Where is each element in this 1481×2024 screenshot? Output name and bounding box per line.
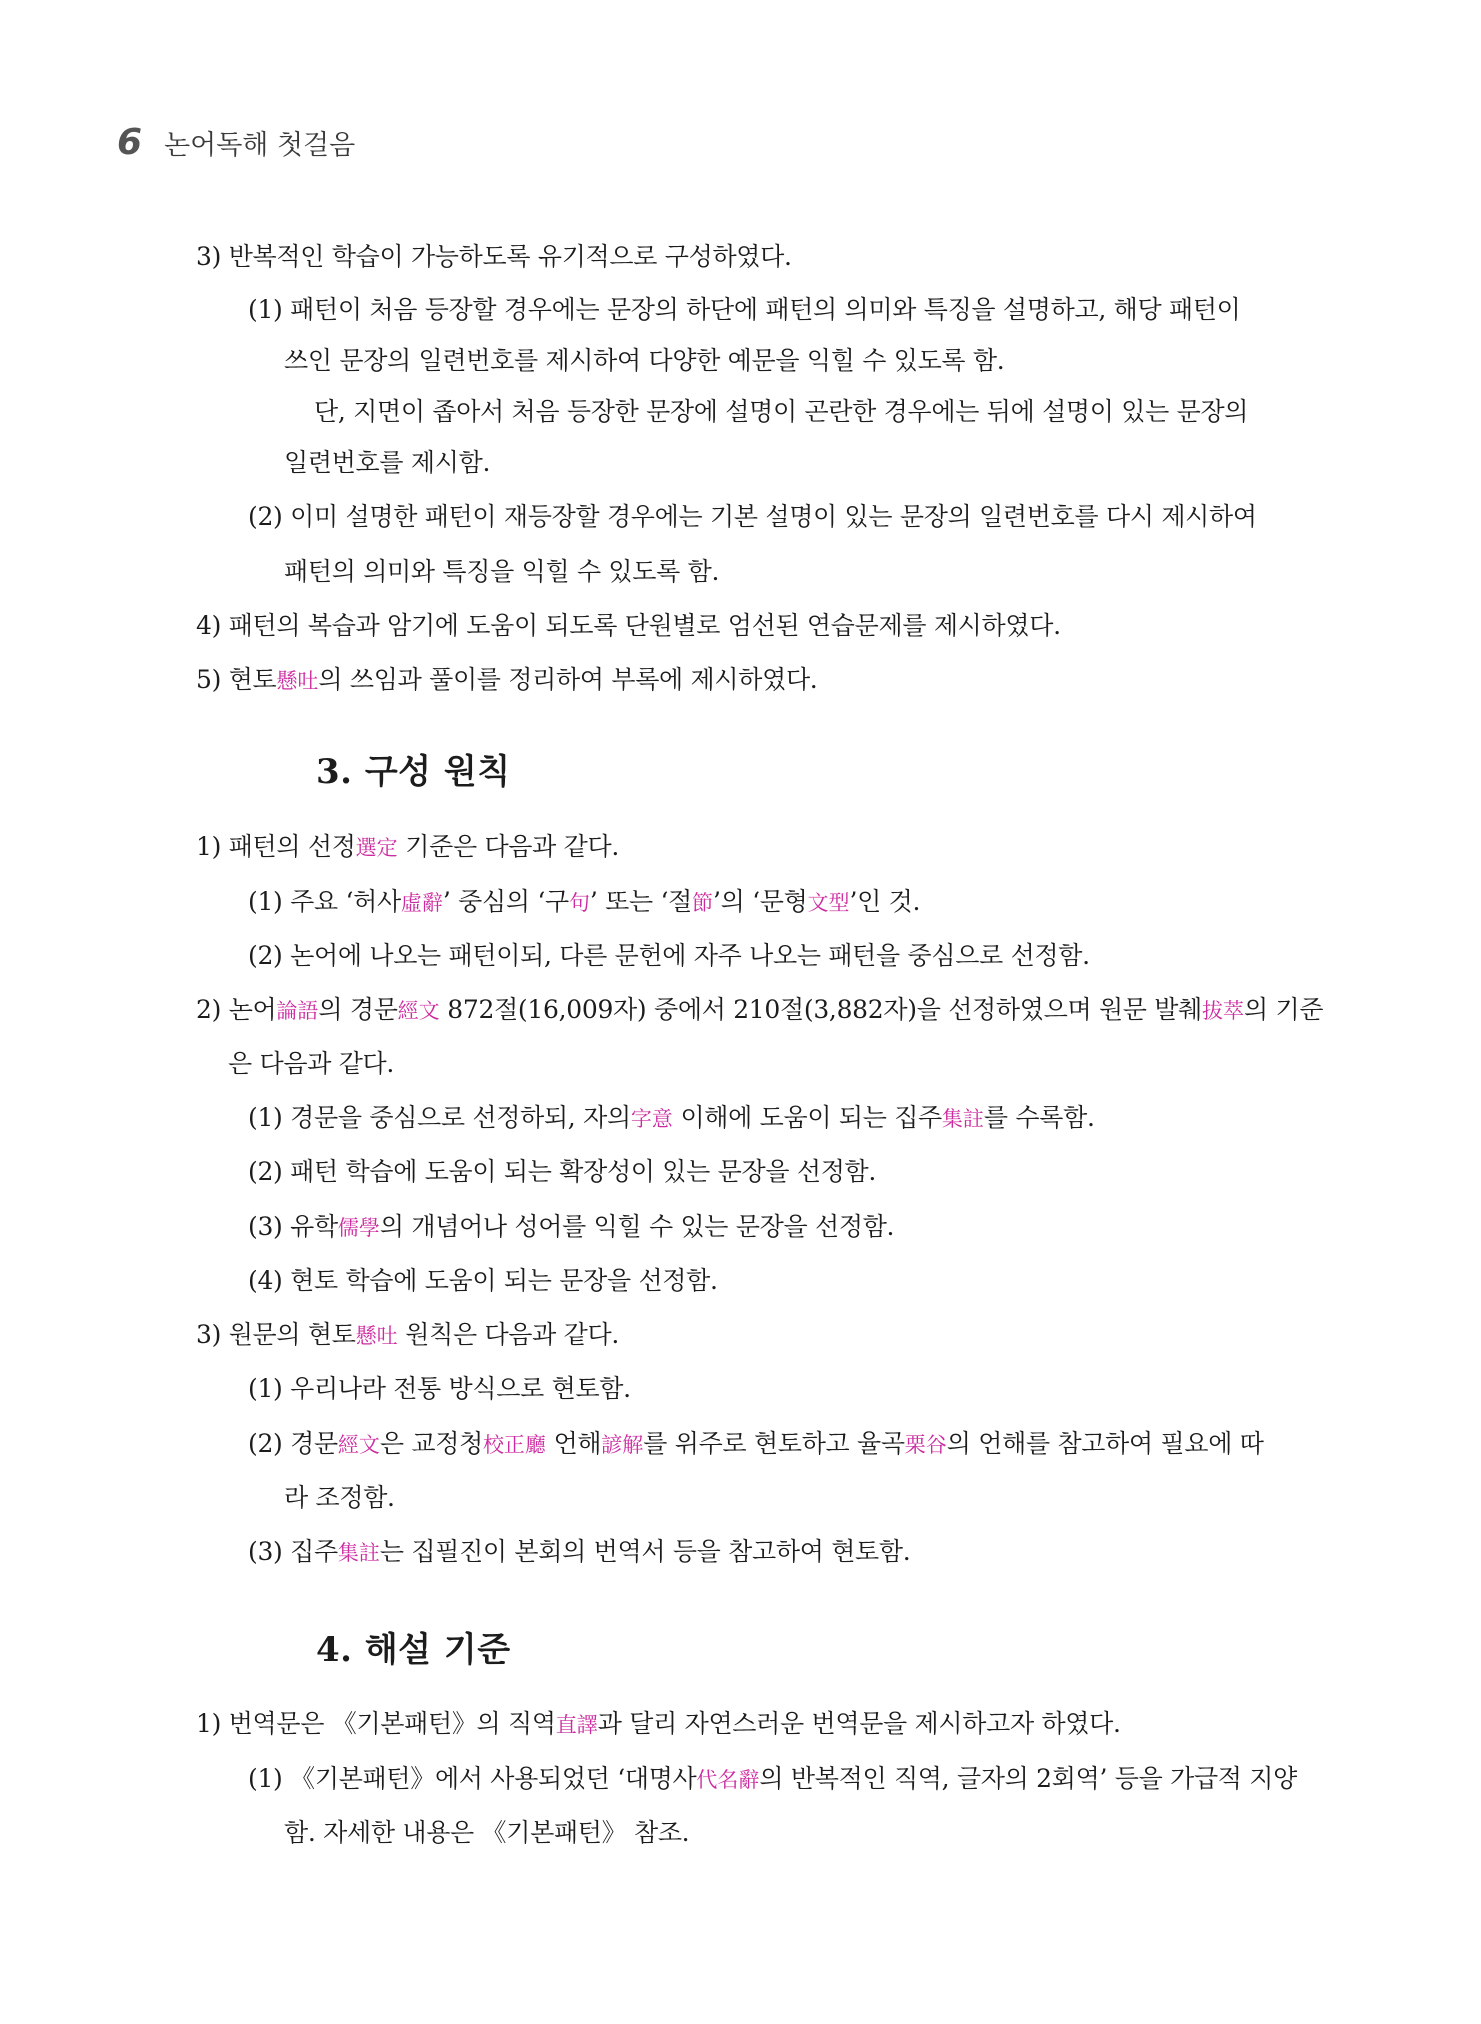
text-segment: 3) 반복적인 학습이 가능하도록 유기적으로 구성하였다. bbox=[196, 242, 792, 271]
text-segment: 언해 bbox=[545, 1429, 602, 1458]
text-line bbox=[248, 490, 1257, 544]
hanja-annotation: 拔萃 bbox=[1202, 999, 1244, 1023]
text-segment: 의 개념어나 성어를 익힐 수 있는 문장을 선정함. bbox=[379, 1212, 895, 1241]
text-segment: (2) 논어에 나오는 패턴이되, 다른 문헌에 자주 나오는 패턴을 중심으로 선정함. bbox=[248, 941, 1090, 970]
text-segment: ’ 중심의 ‘구 bbox=[442, 887, 569, 916]
hanja-annotation: 節 bbox=[692, 891, 713, 915]
hanja-annotation: 虛辭 bbox=[400, 891, 443, 915]
text-segment: (1) 주요 ‘허사 bbox=[248, 887, 401, 916]
text-segment: 1) 번역문은 《기본패턴》의 직역 bbox=[196, 1709, 556, 1738]
text-segment: 의 경문 bbox=[318, 995, 398, 1024]
hanja-annotation: 經文 bbox=[397, 999, 440, 1023]
hanja-annotation: 校正廳 bbox=[482, 1433, 546, 1457]
text-line bbox=[248, 1752, 1297, 1807]
text-line bbox=[248, 929, 1090, 983]
text-line bbox=[248, 1091, 1095, 1146]
page-number: 6 bbox=[117, 122, 143, 163]
text-segment: 일련번호를 제시함. bbox=[284, 448, 491, 477]
text-line bbox=[248, 1145, 876, 1199]
section-heading bbox=[316, 742, 511, 802]
text-segment: 기준은 다음과 같다. bbox=[397, 832, 619, 861]
text-segment: ’인 것. bbox=[849, 887, 921, 916]
text-segment: 과 달리 자연스러운 번역문을 제시하고자 하였다. bbox=[597, 1709, 1121, 1738]
text-segment: 함. 자세한 내용은 《기본패턴》 참조. bbox=[284, 1818, 690, 1847]
text-segment: 쓰인 문장의 일련번호를 제시하여 다양한 예문을 익힐 수 있도록 함. bbox=[284, 346, 1005, 375]
text-segment: 의 기준 bbox=[1244, 995, 1324, 1024]
text-segment: 은 교정청 bbox=[379, 1429, 483, 1458]
text-line bbox=[248, 1254, 718, 1308]
hanja-annotation: 集註 bbox=[941, 1107, 984, 1131]
text-segment: ’ 또는 ‘절 bbox=[589, 887, 692, 916]
hanja-annotation: 句 bbox=[568, 891, 590, 915]
hanja-annotation: 集註 bbox=[337, 1541, 380, 1565]
hanja-annotation: 經文 bbox=[337, 1433, 380, 1457]
text-line bbox=[284, 334, 1004, 388]
text-segment: 는 집필진이 본회의 번역서 등을 참고하여 현토함. bbox=[379, 1537, 911, 1566]
hanja-annotation: 儒學 bbox=[337, 1216, 380, 1240]
text-segment: ’의 ‘문형 bbox=[713, 887, 808, 916]
text-segment: 를 위주로 현토하고 율곡 bbox=[643, 1429, 905, 1458]
hanja-annotation: 文型 bbox=[807, 891, 850, 915]
text-line bbox=[248, 1525, 910, 1580]
text-segment: (2) 경문 bbox=[248, 1429, 338, 1458]
text-segment: (1) 패턴이 처음 등장할 경우에는 문장의 하단에 패턴의 의미와 특징을 설명하고, 해당 패턴이 bbox=[248, 295, 1241, 324]
text-segment: 를 수록함. bbox=[983, 1103, 1095, 1132]
text-line bbox=[284, 1806, 689, 1860]
text-segment: 4. 해설 기준 bbox=[316, 1630, 511, 1670]
text-segment: (3) 유학 bbox=[248, 1212, 338, 1241]
text-segment: (1) 《기본패턴》에서 사용되었던 ‘대명사 bbox=[248, 1764, 697, 1793]
text-line bbox=[284, 1471, 395, 1525]
text-line bbox=[196, 599, 1061, 653]
text-segment: (2) 이미 설명한 패턴이 재등장할 경우에는 기본 설명이 있는 문장의 일련번호를 다시 제시하여 bbox=[248, 502, 1257, 531]
text-line bbox=[196, 1697, 1121, 1752]
text-line bbox=[284, 545, 719, 599]
text-segment: 4) 패턴의 복습과 암기에 도움이 되도록 단원별로 엄선된 연습문제를 제시하였다. bbox=[196, 611, 1061, 640]
text-line bbox=[248, 1417, 1264, 1472]
text-line bbox=[228, 1037, 394, 1091]
text-segment: 5) 현토 bbox=[196, 665, 277, 694]
hanja-annotation: 諺解 bbox=[601, 1433, 644, 1457]
text-line bbox=[196, 983, 1323, 1038]
text-segment: 라 조정함. bbox=[284, 1483, 395, 1512]
text-segment: (3) 집주 bbox=[248, 1537, 338, 1566]
text-segment: 1) 패턴의 선정 bbox=[196, 832, 356, 861]
text-segment: 의 언해를 참고하여 필요에 따 bbox=[946, 1429, 1264, 1458]
hanja-annotation: 代名辭 bbox=[696, 1768, 760, 1792]
text-line bbox=[196, 1308, 619, 1363]
text-segment: 3) 원문의 현토 bbox=[196, 1320, 356, 1349]
text-line bbox=[196, 653, 817, 708]
text-line bbox=[248, 1362, 631, 1416]
running-title: 논어독해 첫걸음 bbox=[164, 130, 356, 161]
text-segment: 패턴의 의미와 특징을 익힐 수 있도록 함. bbox=[284, 557, 720, 586]
hanja-annotation: 懸吐 bbox=[276, 669, 319, 693]
text-segment: (2) 패턴 학습에 도움이 되는 확장성이 있는 문장을 선정함. bbox=[248, 1157, 877, 1186]
text-line bbox=[196, 820, 619, 875]
hanja-annotation: 直譯 bbox=[555, 1713, 598, 1737]
text-segment: (1) 경문을 중심으로 선정하되, 자의 bbox=[248, 1103, 631, 1132]
hanja-annotation: 論語 bbox=[276, 999, 319, 1023]
text-segment: 원칙은 다음과 같다. bbox=[397, 1320, 619, 1349]
text-segment: 의 쓰임과 풀이를 정리하여 부록에 제시하였다. bbox=[318, 665, 818, 694]
hanja-annotation: 懸吐 bbox=[355, 1324, 398, 1348]
hanja-annotation: 栗谷 bbox=[904, 1433, 947, 1457]
text-line bbox=[248, 875, 920, 930]
text-segment: (1) 우리나라 전통 방식으로 현토함. bbox=[248, 1374, 631, 1403]
text-segment: 3. 구성 원칙 bbox=[316, 752, 511, 792]
page-header bbox=[117, 122, 355, 163]
hanja-annotation: 字意 bbox=[630, 1107, 673, 1131]
text-segment: 은 다음과 같다. bbox=[228, 1049, 395, 1078]
text-line bbox=[284, 436, 490, 490]
section-heading bbox=[316, 1620, 511, 1680]
hanja-annotation: 選定 bbox=[355, 836, 398, 860]
text-segment: 2) 논어 bbox=[196, 995, 277, 1024]
text-line bbox=[248, 1200, 894, 1255]
text-line bbox=[196, 230, 792, 284]
text-segment: 의 반복적인 직역, 글자의 2회역’ 등을 가급적 지양 bbox=[759, 1764, 1297, 1793]
text-segment: 872절(16,009자) 중에서 210절(3,882자)을 선정하였으며 원문 발췌 bbox=[439, 995, 1202, 1024]
text-segment: 이해에 도움이 되는 집주 bbox=[672, 1103, 942, 1132]
text-line bbox=[314, 385, 1248, 439]
text-line bbox=[248, 283, 1241, 337]
text-segment: 단, 지면이 좁아서 처음 등장한 문장에 설명이 곤란한 경우에는 뒤에 설명이 있는 문장의 bbox=[314, 397, 1249, 426]
text-segment: (4) 현토 학습에 도움이 되는 문장을 선정함. bbox=[248, 1266, 718, 1295]
